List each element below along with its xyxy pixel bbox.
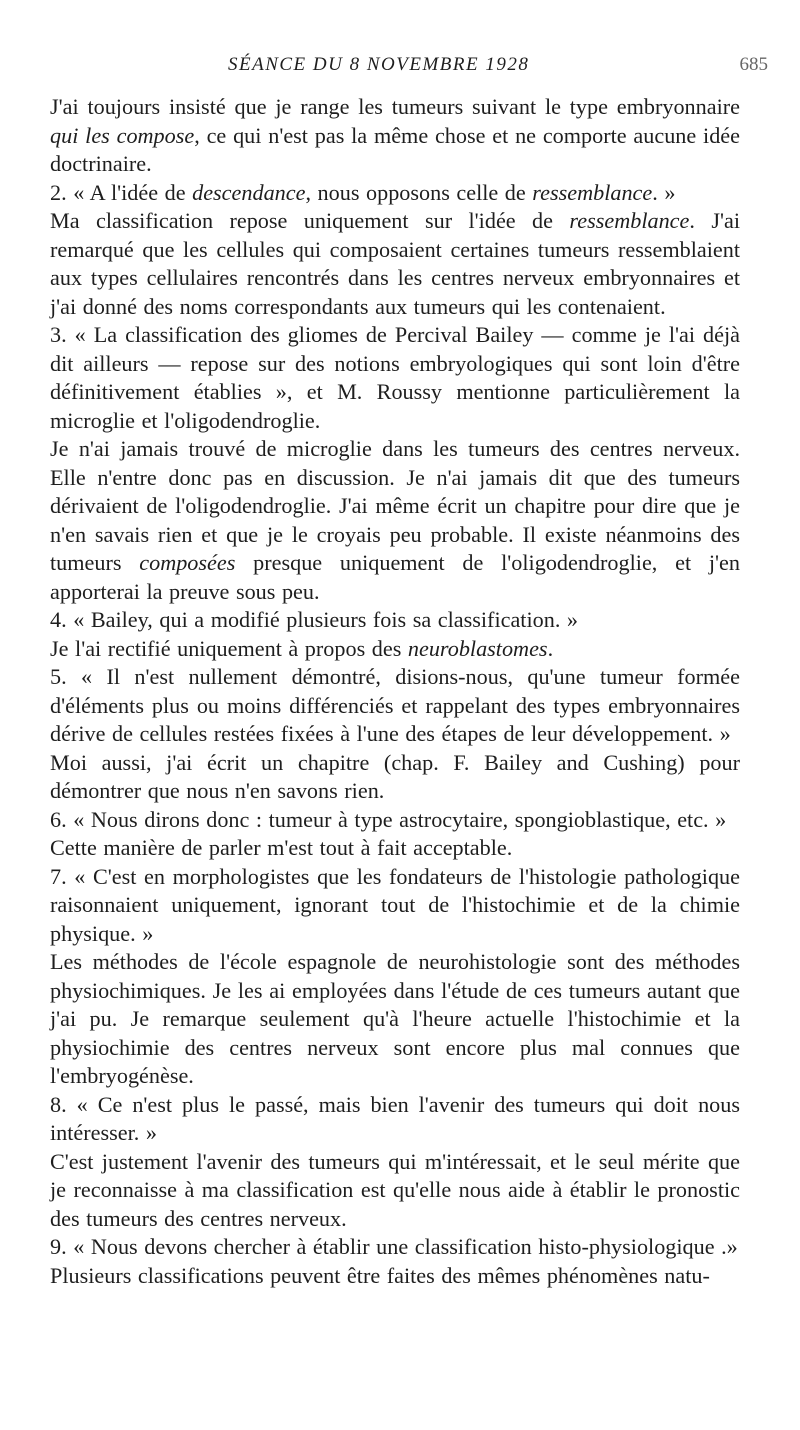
- page-number: 685: [739, 54, 768, 75]
- italic-text: descendance: [192, 179, 306, 205]
- text-run: , nous opposons celle de: [305, 179, 533, 205]
- paragraph: [50, 635, 740, 664]
- text-run: . »: [652, 179, 676, 205]
- text-run: Cette manière de parler m'est tout à fait acceptable.: [50, 835, 513, 860]
- text-run: 4. « Bailey, qui a modifié plusieurs fois sa classification. »: [50, 607, 579, 632]
- text-run: Les méthodes de l'école espagnole de neurohistologie sont des méthodes physiochimiques. Je les ai employées dans l'étude de ces tumeurs autant que j'ai pu. Je remarque seulement qu'à l'heure actuelle l'histochimie et la physiochimie des centres nerveux sont encore plus mal connues que l'embryogénèse.: [50, 949, 740, 1088]
- paragraph: [50, 93, 740, 179]
- text-run: 6. « Nous dirons donc : tumeur à type astrocytaire, spongioblastique, etc. »: [50, 806, 727, 832]
- paragraph: [50, 663, 740, 749]
- italic-text: ressemblance: [532, 179, 653, 205]
- paragraph: [50, 834, 740, 863]
- italic-text: ressemblance: [569, 208, 690, 233]
- paragraph: [50, 1262, 740, 1291]
- paragraph: [50, 179, 740, 208]
- text-run: 9. « Nous devons chercher à établir une classification histo-physiologique .»: [50, 1234, 738, 1259]
- body-text: [50, 93, 740, 1290]
- text-run: 3. « La classification des gliomes de Percival Bailey — comme je l'ai déjà dit ailleurs — repose sur des notions embryologiques qui sont loin d'être définitivement établies », et M. Roussy mentionne particulièrement la microglie et l'oligodendroglie.: [50, 322, 740, 433]
- paragraph: [50, 435, 740, 606]
- paragraph: [50, 207, 740, 321]
- text-run: 7. « C'est en morphologistes que les fondateurs de l'histologie pathologique raisonnaient uniquement, ignorant tout de l'histochimie et de la chimie physique. »: [50, 863, 740, 946]
- text-run: Moi aussi, j'ai écrit un chapitre (chap. F. Bailey and Cushing) pour démontrer que nous n'en savons rien.: [50, 749, 740, 803]
- paragraph: [50, 1148, 740, 1234]
- italic-text: composées: [139, 550, 236, 575]
- italic-text: neuroblastomes: [407, 635, 548, 661]
- running-title: SÉANCE DU 8 NOVEMBRE 1928: [228, 54, 530, 75]
- text-run: 5. « Il n'est nullement démontré, disions-nous, qu'une tumeur formée d'éléments plus ou moins différenciés et rappelant des types embryonnaires dérive de cellules restées fixées à l'une des étapes de leur développement. »: [50, 664, 740, 746]
- paragraph: [50, 948, 740, 1091]
- text-run: , ce qui n'est pas la même chose et ne comporte aucune idée doctrinaire.: [50, 122, 740, 176]
- text-run: 2. « A l'idée de: [50, 179, 193, 205]
- text-run: . J'ai remarqué que les cellules qui composaient certaines tumeurs ressemblaient aux types cellulaires rencontrés dans les centres nerveux embryonnaires et j'ai donné des noms correspondants aux tumeurs qui les contenaient.: [50, 208, 740, 319]
- page-header: [0, 54, 800, 84]
- paragraph: [50, 1233, 740, 1262]
- text-run: C'est justement l'avenir des tumeurs qui m'intéressait, et le seul mérite que je reconnaisse à ma classification est qu'elle nous aide à établir le pronostic des tumeurs des centres nerveux.: [50, 1148, 740, 1231]
- text-run: presque uniquement de l'oligodendroglie, et j'en apporterai la preuve sous peu.: [50, 550, 740, 604]
- text-run: Ma classification repose uniquement sur l'idée de: [50, 208, 570, 233]
- paragraph: [50, 321, 740, 435]
- paragraph: [50, 606, 740, 635]
- paragraph: [50, 863, 740, 949]
- text-run: Je n'ai jamais trouvé de microglie dans les tumeurs des centres nerveux. Elle n'entre donc pas en discussion. Je n'ai jamais dit que des tumeurs dérivaient de l'oligodendroglie. J'ai même écrit un chapitre pour dire que je n'en savais rien et que je le croyais peu probable. Il existe néanmoins des tumeurs: [50, 436, 740, 575]
- paragraph: [50, 749, 740, 806]
- text-run: Plusieurs classifications peuvent être faites des mêmes phénomènes natu-: [50, 1262, 710, 1288]
- paragraph: [50, 806, 740, 835]
- text-run: J'ai toujours insisté que je range les tumeurs suivant le type embryonnaire: [50, 94, 740, 119]
- text-run: .: [547, 635, 554, 661]
- italic-text: qui les compose: [50, 122, 195, 148]
- text-run: 8. « Ce n'est plus le passé, mais bien l'avenir des tumeurs qui doit nous intéresser. »: [50, 1091, 740, 1145]
- paragraph: [50, 1091, 740, 1148]
- text-run: Je l'ai rectifié uniquement à propos des: [50, 635, 408, 661]
